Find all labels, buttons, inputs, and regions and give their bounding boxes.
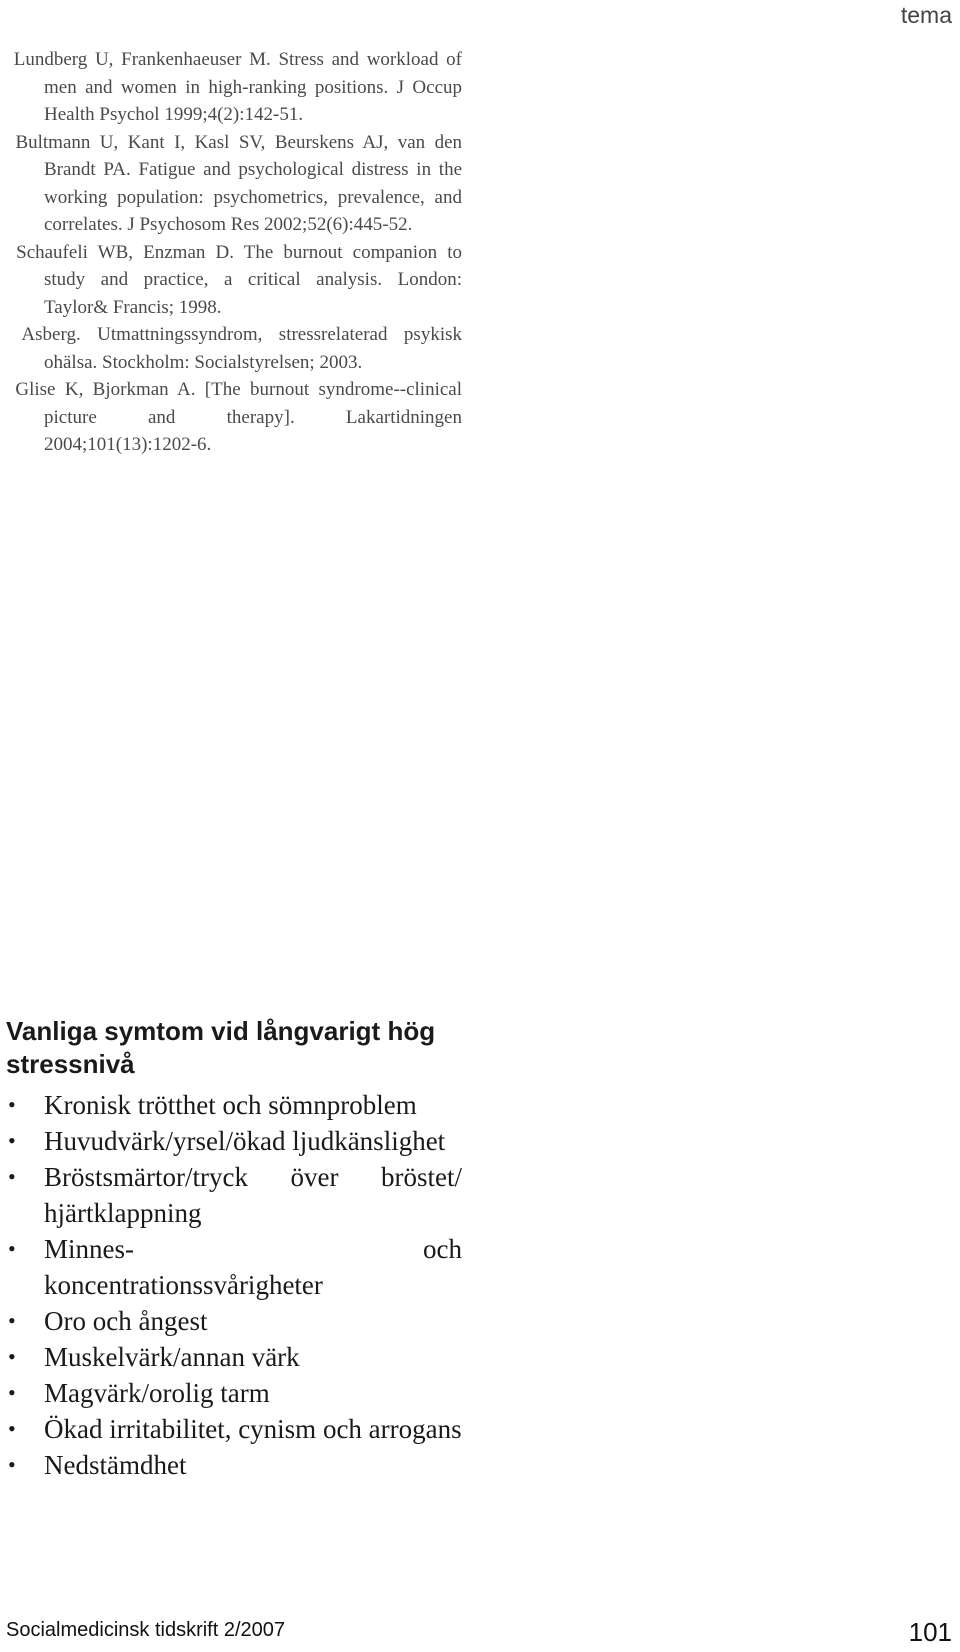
journal-footer: Socialmedicinsk tidskrift 2/2007 — [6, 1619, 286, 1641]
reference-item — [6, 321, 462, 376]
symptom-item: • Minnes- och koncentrationssvårigheter — [6, 1231, 462, 1303]
page-number: 101 — [908, 1617, 952, 1647]
reference-text: Asberg. Utmattningssyndrom, stressrelaterad psykisk ohälsa. Stockholm: Socialstyrelsen; 2003. — [21, 324, 462, 373]
bullet-icon: • — [8, 1380, 16, 1405]
reference-text: Schaufeli WB, Enzman D. The burnout companion to study and practice, a critical analysis. London: Taylor& Francis; 1998. — [16, 241, 462, 318]
symptom-item: • Muskelvärk/annan värk — [6, 1339, 462, 1375]
reference-text: Bultmann U, Kant I, Kasl SV, Beurskens AJ, van den Brandt PA. Fatigue and psychological distress in the working population: psychometrics, prevalence, and correlates. J Psychosom Res 2002;52(6):445-52. — [15, 131, 462, 235]
bullet-icon: • — [8, 1452, 16, 1477]
bullet-icon: • — [8, 1416, 16, 1441]
bullet-icon: • — [8, 1308, 16, 1333]
symptom-item: • Kronisk trötthet och sömnproblem — [6, 1087, 462, 1123]
bullet-icon: • — [8, 1164, 16, 1189]
symptom-item: • Nedstämdhet — [6, 1447, 462, 1483]
bullet-icon: • — [8, 1236, 16, 1261]
symptom-item: • Magvärk/orolig tarm — [6, 1375, 462, 1411]
symptom-box-title: Vanliga symtom vid långvarigt hög stressnivå — [6, 1016, 436, 1079]
bullet-icon: • — [8, 1344, 16, 1369]
symptom-item: • Bröstsmärtor/tryck över bröstet/ hjärtklappning — [6, 1159, 462, 1231]
bullet-icon: • — [8, 1128, 16, 1153]
symptom-box — [6, 1015, 462, 1483]
symptom-list — [6, 1087, 462, 1483]
reference-item — [6, 239, 462, 322]
reference-text: Lundberg U, Frankenhaeuser M. Stress and workload of men and women in high-ranking positions. J Occup Health Psychol 1999;4(2):142-51. — [13, 49, 463, 125]
section-tag: tema — [900, 2, 952, 28]
reference-item — [6, 129, 462, 239]
symptom-item: • Huvudvärk/yrsel/ökad ljudkänslighet — [6, 1123, 462, 1159]
bullet-icon: • — [8, 1092, 16, 1117]
reference-text: Glise K, Bjorkman A. [The burnout syndrome--clinical picture and therapy]. Lakartidningen 2004;101(13):1202-6. — [15, 379, 463, 455]
reference-item — [6, 46, 462, 129]
symptom-item: • Oro och ångest — [6, 1303, 462, 1339]
reference-item — [6, 376, 462, 459]
reference-list — [6, 46, 462, 459]
symptom-item: • Ökad irritabilitet, cynism och arrogans — [6, 1411, 462, 1447]
